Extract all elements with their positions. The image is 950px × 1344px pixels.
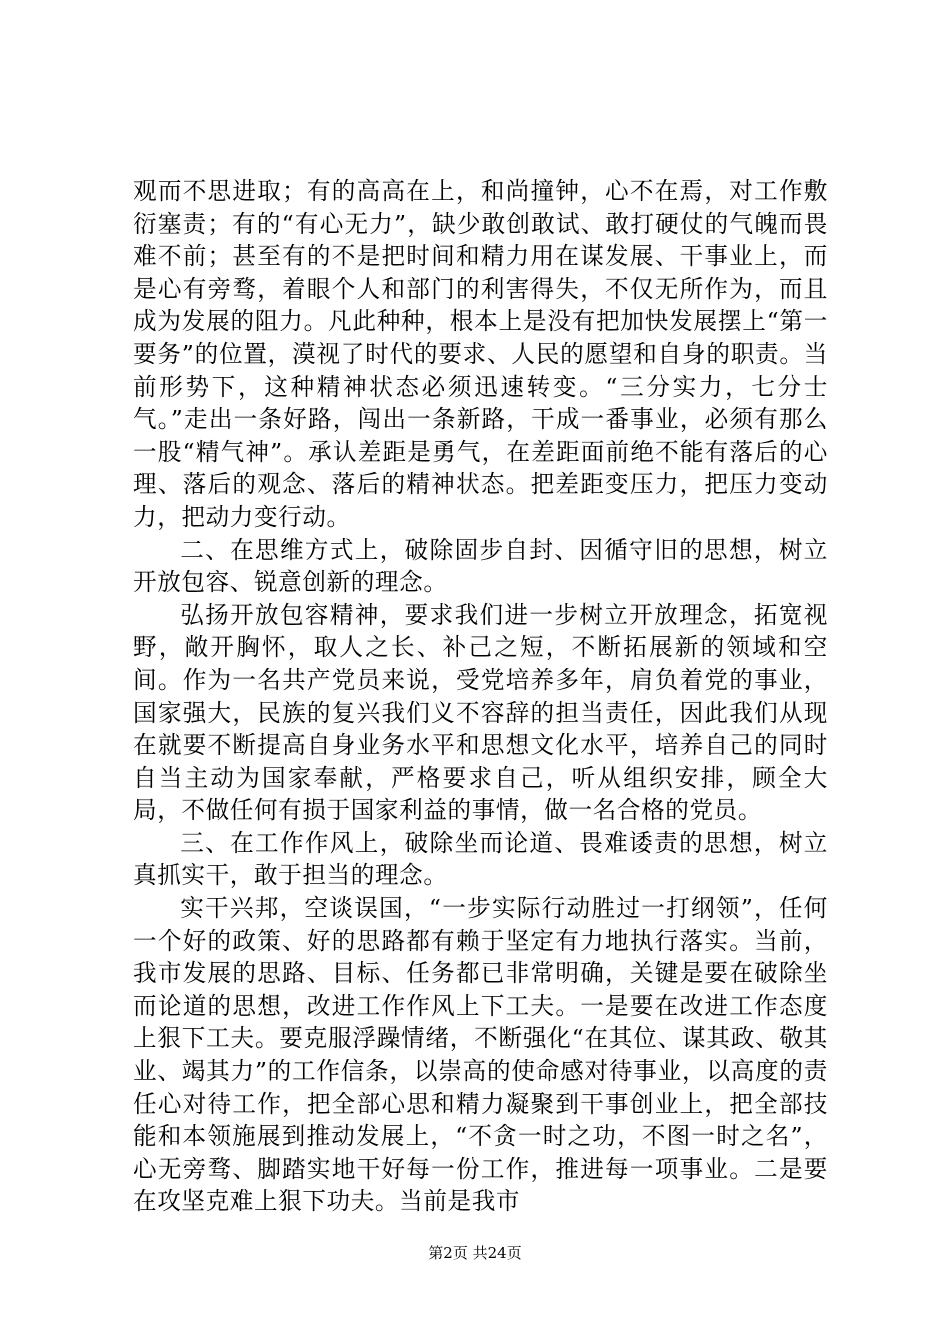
footer-total-prefix: 共 — [472, 1244, 488, 1262]
footer-page-number: 2 — [443, 1244, 453, 1262]
paragraph-continuation: 观而不思进取；有的高高在上，和尚撞钟，心不在焉，对工作敷衍塞责；有的“有心无力”，缺少敢创敢试、敢打硬仗的气魄而畏难不前；甚至有的不是把时间和精力用在谋发展、干事业上，而是心有旁骛，着眼个人和部门的利害得失，不仅无所作为，而且成为发展的阻力。凡此种种，根本上是没有把加快发展摆上“第一要务”的位置，漠视了时代的要求、人民的愿望和自身的职责。当前形势下，这种精神状态必须迅速转变。“三分实力，七分士气。”走出一条好路，闯出一条新路，干成一番事业，必须有那么一股“精气神”。承认差距是勇气，在差距面前绝不能有落后的心理、落后的观念、落后的精神状态。把差距变压力，把压力变动力，把动力变行动。 — [133, 177, 828, 531]
paragraph-openness: 弘扬开放包容精神，要求我们进一步树立开放理念，拓宽视野，敞开胸怀，取人之长、补己之短，不断拓展新的领域和空间。作为一名共产党员来说，受党培养多年，肩负着党的事业，国家强大，民族的复兴我们义不容辞的担当责任，因此我们从现在就要不断提高自身业务水平和思想文化水平，培养自己的同时自当主动为国家奉献，严格要求自己，听从组织安排，顾全大局，不做任何有损于国家利益的事情，做一名合格的党员。 — [133, 600, 828, 825]
footer-total-pages: 24 — [487, 1244, 507, 1262]
paragraph-hard-work: 实干兴邦，空谈误国，“一步实际行动胜过一打纲领”，任何一个好的政策、好的思路都有赖于坚定有力地执行落实。当前，我市发展的思路、目标、任务都已非常明确，关键是要在破除坐而论道的思想，改进工作作风上下工夫。一是要在改进工作态度上狠下工夫。要克服浮躁情绪，不断强化“在其位、谋其政、敬其业、竭其力”的工作信条，以崇高的使命感对待事业，以高度的责任心对待工作，把全部心思和精力凝聚到干事创业上，把全部技能和本领施展到推动发展上，“不贪一时之功，不图一时之名”，心无旁骛、脚踏实地干好每一份工作，推进每一项事业。二是要在攻坚克难上狠下功夫。当前是我市 — [133, 894, 828, 1216]
section-heading-three: 三、在工作作风上，破除坐而论道、畏难诿责的思想，树立真抓实干，敢于担当的理念。 — [133, 828, 828, 890]
footer-total-suffix: 页 — [506, 1244, 522, 1262]
page-footer — [0, 1243, 950, 1263]
document-body — [133, 175, 828, 1218]
footer-page-suffix: 页 — [452, 1244, 468, 1262]
section-heading-two: 二、在思维方式上，破除固步自封、因循守旧的思想，树立开放包容、锐意创新的理念。 — [133, 535, 828, 597]
footer-page-prefix: 第 — [428, 1244, 444, 1262]
